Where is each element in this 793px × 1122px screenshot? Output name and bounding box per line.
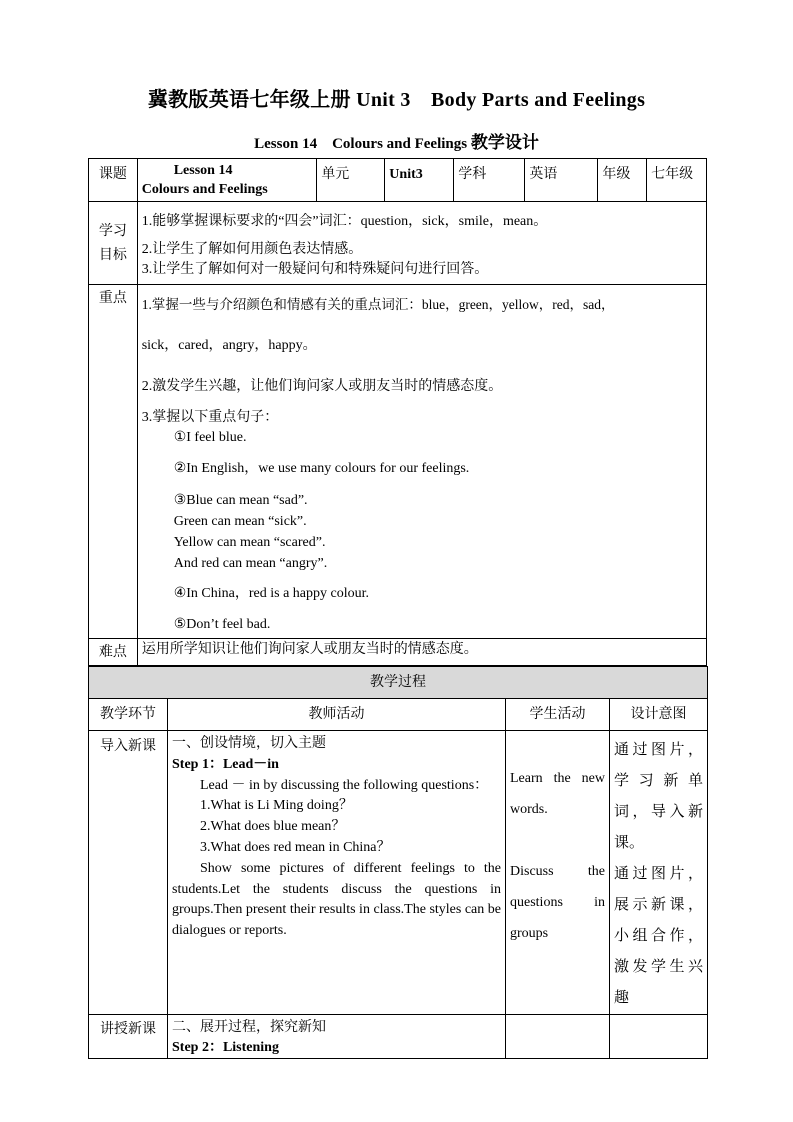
teaching-process-table	[88, 666, 708, 1059]
document-title: 冀教版英语七年级上册 Unit 3 Body Parts and Feelings	[147, 89, 646, 111]
teacher-intro: Lead － in by discussing the following questions：	[200, 777, 489, 793]
design-intent: 通过图片，学习新单词，导入新课。	[614, 742, 703, 851]
subtitle-design: 教学设计	[470, 133, 539, 152]
grade-value: 七年级	[647, 159, 707, 202]
objective-item: 1.能够掌握课标要求的“四会”词汇：question，sick，smile，mean。	[141, 214, 548, 229]
difficulty-row	[89, 639, 707, 666]
topic-line2: Colours and Feelings	[141, 182, 268, 197]
key-sentence: Green can mean “sick”.	[173, 514, 307, 529]
grade-label: 年级	[598, 159, 647, 202]
design-intent-cell	[610, 1015, 708, 1059]
document-subtitle	[0, 128, 793, 153]
student-activity: Learn the new words.	[510, 771, 605, 817]
process-row	[89, 731, 708, 1015]
teacher-step: Step 2：Listening	[172, 1040, 279, 1055]
info-row	[89, 159, 707, 202]
process-heading: 教学过程	[89, 667, 708, 699]
subject-label: 学科	[454, 159, 525, 202]
teacher-question: 1.What is Li Ming doing？	[200, 798, 353, 814]
lesson-info-table	[88, 158, 707, 666]
student-activity-cell	[506, 731, 610, 1015]
key-points-label: 重点	[89, 285, 138, 639]
process-row	[89, 1015, 708, 1059]
objectives-label-line2: 目标	[98, 248, 127, 263]
key-sentence: And red can mean “angry”.	[173, 556, 328, 571]
stage-cell: 导入新课	[89, 731, 168, 1015]
subtitle-lesson: Lesson 14 Colours and Feelings	[254, 136, 468, 152]
objectives-row	[89, 202, 707, 285]
key-sentence: ④In China，red is a happy colour.	[173, 586, 369, 601]
col-teacher-header: 教师活动	[168, 699, 506, 731]
objective-item: 2.让学生了解如何用颜色表达情感。	[141, 242, 363, 257]
objectives-content	[137, 202, 706, 285]
key-sentence: ③Blue can mean “sad”.	[173, 493, 308, 508]
subject-value: 英语	[525, 159, 598, 202]
key-points-content	[137, 285, 706, 639]
col-student-header: 学生活动	[506, 699, 610, 731]
difficulty-content: 运用所学知识让他们询问家人或朋友当时的情感态度。	[137, 639, 706, 666]
process-header-row	[89, 699, 708, 731]
key-point-line: 2.激发学生兴趣，让他们询问家人或朋友当时的情感态度。	[141, 379, 503, 394]
col-stage-header: 教学环节	[89, 699, 168, 731]
process-heading-row	[89, 667, 708, 699]
teacher-section-title: 一、创设情境，切入主题	[172, 736, 326, 751]
teacher-section-title: 二、展开过程，探究新知	[172, 1020, 326, 1035]
key-point-line: 1.掌握一些与介绍颜色和情感有关的重点词汇：blue，green，yellow，red，sad，	[141, 297, 615, 312]
difficulty-label: 难点	[89, 639, 138, 666]
topic-value	[137, 159, 317, 202]
student-activity-cell	[506, 1015, 610, 1059]
key-points-row	[89, 285, 707, 639]
teacher-question: 3.What does red mean in China？	[200, 839, 391, 855]
key-sentence: ②In English，we use many colours for our feelings.	[173, 461, 470, 476]
topic-label: 课题	[89, 159, 138, 202]
key-sentence: ⑤Don’t feel bad.	[173, 617, 271, 632]
objectives-label	[89, 202, 138, 285]
teacher-step: Step 1：Lead－in	[172, 756, 279, 772]
key-point-line: sick，cared，angry，happy。	[141, 338, 317, 353]
student-activity: Discuss the questions in groups	[510, 864, 605, 941]
design-intent: 通过图片，展示新课，小组合作，激发学生兴趣	[614, 866, 703, 1006]
stage-cell: 讲授新课	[89, 1015, 168, 1059]
unit-label: 单元	[317, 159, 385, 202]
teacher-activity-cell	[168, 731, 506, 1015]
col-design-header: 设计意图	[610, 699, 708, 731]
topic-line1: Lesson 14	[173, 163, 233, 178]
teacher-show: Show some pictures of different feelings to the students.Let the students discuss the questions in groups.Then present their results in class.The styles can be dialogues or reports.	[172, 860, 501, 939]
objectives-label-line1: 学习	[98, 224, 127, 239]
teacher-question: 2.What does blue mean？	[200, 819, 346, 835]
key-sentence: ①I feel blue.	[173, 430, 247, 445]
design-intent-cell	[610, 731, 708, 1015]
key-point-line: 3.掌握以下重点句子：	[141, 410, 279, 425]
key-sentence: Yellow can mean “scared”.	[173, 535, 326, 550]
teacher-activity-cell	[168, 1015, 506, 1059]
objective-item: 3.让学生了解如何对一般疑问句和特殊疑问句进行回答。	[141, 262, 489, 277]
unit-value: Unit3	[385, 159, 454, 202]
